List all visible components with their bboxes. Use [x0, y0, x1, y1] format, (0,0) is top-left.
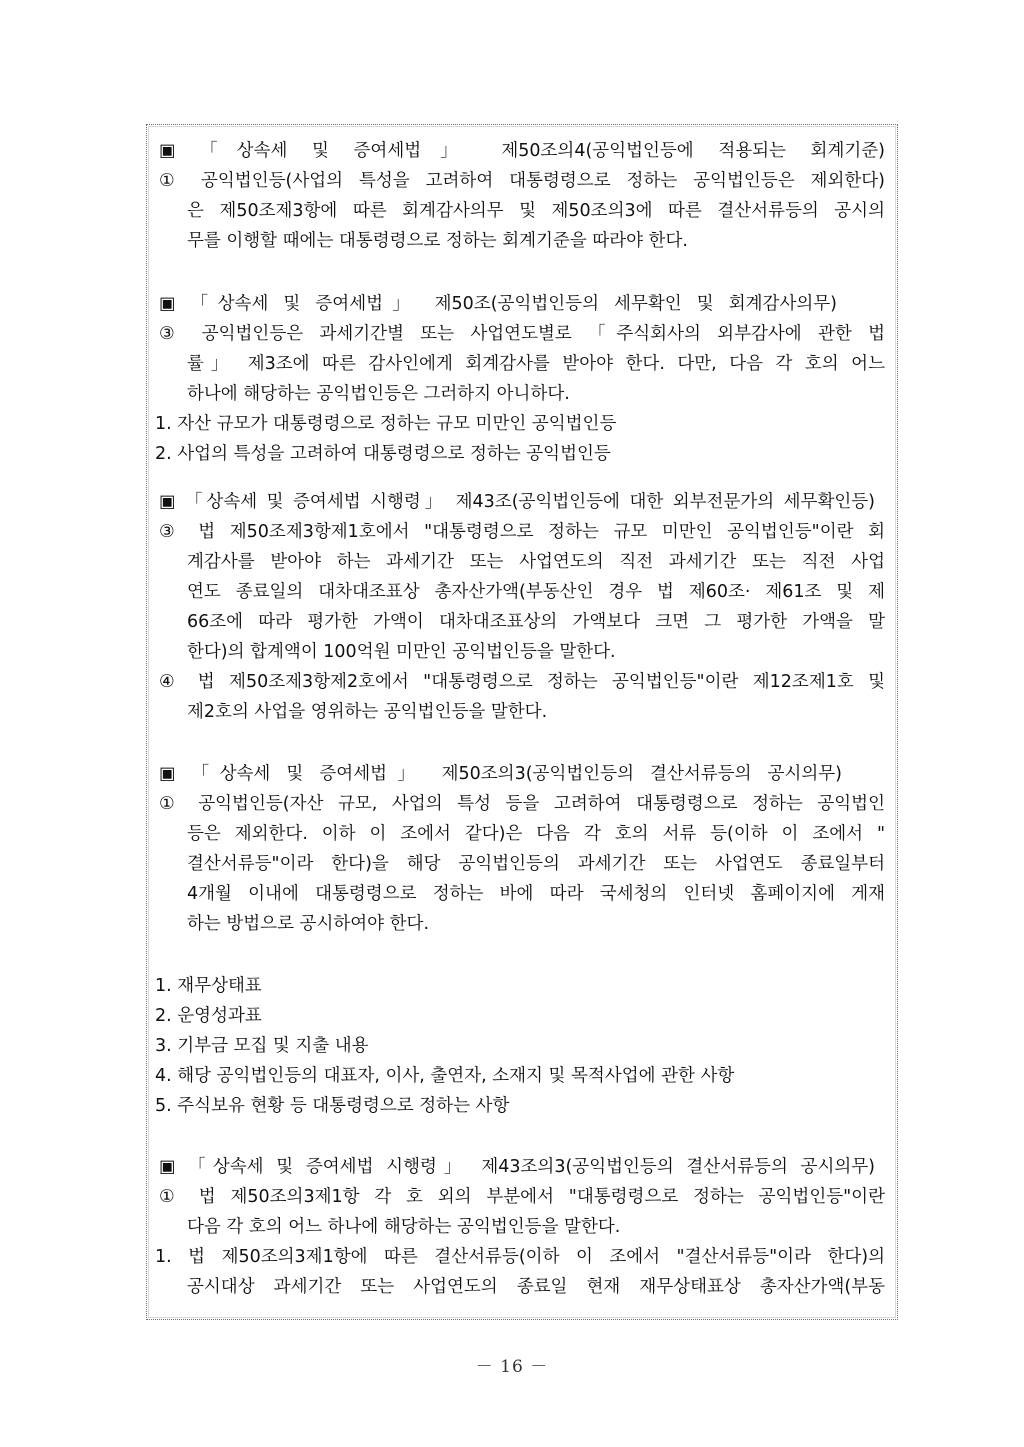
paragraph-line: 66조에 따라 평가한 가액이 대차대조표상의 가액보다 크면 그 평가한 가액을 말 [187, 612, 885, 632]
paragraph-line: ① 공익법인등(사업의 특성을 고려하여 대통령령으로 정하는 공익법인등은 제외한다) [159, 171, 885, 191]
paragraph-line: 등은 제외한다. 이하 이 조에서 같다)은 다음 각 호의 서류 등(이하 이 조에서 " [187, 824, 885, 844]
section-heading: ▣ 「상속세 및 증여세법 시행령」 제43조(공익법인등에 대한 외부전문가의 세무확인등) [159, 492, 875, 512]
list-item: 4. 해당 공익법인등의 대표자, 이사, 출연자, 소재지 및 목적사업에 관한 사항 [155, 1066, 735, 1086]
paragraph-line: 4개월 이내에 대통령령으로 정하는 바에 따라 국세청의 인터넷 홈페이지에 게재 [187, 884, 885, 904]
list-item: 5. 주식보유 현황 등 대통령령으로 정하는 사항 [155, 1096, 510, 1116]
paragraph-line: ① 법 제50조의3제1항 각 호 외의 부분에서 "대통령령으로 정하는 공익법인등"이란 [159, 1187, 885, 1207]
section-heading: ▣ 「상속세 및 증여세법 시행령」 제43조의3(공익법인등의 결산서류등의 공시의무) [159, 1157, 875, 1177]
paragraph-line: 한다)의 합계액이 100억원 미만인 공익법인등을 말한다. [187, 642, 616, 662]
statute-excerpt-box [146, 124, 898, 1320]
list-item: 1. 재무상태표 [155, 976, 262, 996]
paragraph-line: ④ 법 제50조제3항제2호에서 "대통령령으로 정하는 공익법인등"이란 제12조제1호 및 [159, 672, 885, 692]
list-item: 1. 법 제50조의3제1항에 따른 결산서류등(이하 이 조에서 "결산서류등"이라 한다)의 [155, 1247, 885, 1267]
paragraph-line: ③ 공익법인등은 과세기간별 또는 사업연도별로 「주식회사의 외부감사에 관한 법 [159, 324, 885, 344]
paragraph-line: 제2호의 사업을 영위하는 공익법인등을 말한다. [187, 702, 548, 722]
list-item: 3. 기부금 모집 및 지출 내용 [155, 1036, 369, 1056]
paragraph-line: 하나에 해당하는 공익법인등은 그러하지 아니하다. [187, 384, 570, 404]
section-heading: ▣ 「상속세 및 증여세법」 제50조(공익법인등의 세무확인 및 회계감사의무) [159, 294, 837, 314]
list-item: 1. 자산 규모가 대통령령으로 정하는 규모 미만인 공익법인등 [155, 414, 617, 434]
paragraph-line: 다음 각 호의 어느 하나에 해당하는 공익법인등을 말한다. [187, 1217, 621, 1237]
paragraph-line: 무를 이행할 때에는 대통령령으로 정하는 회계기준을 따라야 한다. [187, 231, 688, 251]
paragraph-line: 하는 방법으로 공시하여야 한다. [187, 914, 430, 934]
paragraph-line: ③ 법 제50조제3항제1호에서 "대통령령으로 정하는 규모 미만인 공익법인등"이란 회 [159, 522, 885, 542]
paragraph-line: 결산서류등"이라 한다)을 해당 공익법인등의 과세기간 또는 사업연도 종료일부터 [187, 854, 885, 874]
paragraph-line: 계감사를 받아야 하는 과세기간 또는 사업연도의 직전 과세기간 또는 직전 사업 [187, 552, 885, 572]
paragraph-line: 공시대상 과세기간 또는 사업연도의 종료일 현재 재무상태표상 총자산가액(부동 [187, 1277, 885, 1297]
page-number: － 16 － [475, 1357, 549, 1377]
paragraph-line: 연도 종료일의 대차대조표상 총자산가액(부동산인 경우 법 제60조· 제61조 및 제 [187, 582, 885, 602]
list-item: 2. 사업의 특성을 고려하여 대통령령으로 정하는 공익법인등 [155, 444, 611, 464]
paragraph-line: 률」 제3조에 따른 감사인에게 회계감사를 받아야 한다. 다만, 다음 각 호의 어느 [187, 354, 885, 374]
paragraph-line: ① 공익법인등(자산 규모, 사업의 특성 등을 고려하여 대통령령으로 정하는 공익법인 [159, 794, 885, 814]
paragraph-line: 은 제50조제3항에 따른 회계감사의무 및 제50조의3에 따른 결산서류등의 공시의 [187, 201, 885, 221]
section-heading: ▣ 「상속세 및 증여세법」 제50조의4(공익법인등에 적용되는 회계기준) [159, 141, 885, 161]
list-item: 2. 운영성과표 [155, 1006, 262, 1026]
section-heading: ▣ 「상속세 및 증여세법」 제50조의3(공익법인등의 결산서류등의 공시의무) [159, 764, 842, 784]
